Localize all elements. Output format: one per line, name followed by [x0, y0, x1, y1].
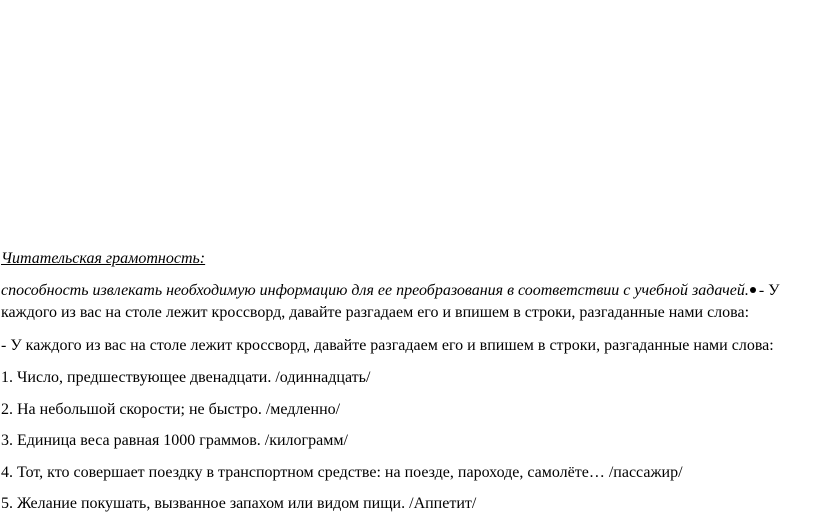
list-item: 3. Единица веса равная 1000 граммов. /килограмм/: [1, 432, 348, 449]
definition-continuation: каждого из вас на столе лежит кроссворд, давайте разгадаем его и впишем в строки, разгаданные нами слова:: [1, 304, 750, 321]
list-item: 4. Тот, кто совершает поездку в транспортном средстве: на поезде, пароходе, самолёте… /пассажир/: [1, 464, 683, 481]
section-heading: Читательская грамотность:: [1, 250, 206, 267]
task-intro: - У каждого из вас на столе лежит кроссворд, давайте разгадаем его и впишем в строки, разгаданные нами слова:: [1, 337, 774, 354]
bullet-icon: [750, 287, 756, 293]
list-item: 2. На небольшой скорости; не быстро. /медленно/: [1, 401, 341, 418]
definition-tail: - У: [758, 282, 780, 299]
list-item: 1. Число, предшествующее двенадцати. /одиннадцать/: [1, 369, 371, 386]
list-item: 5. Желание покушать, вызванное запахом или видом пищи. /Аппетит/: [1, 495, 477, 512]
definition-text: способность извлекать необходимую информацию для ее преобразования в соответствии с учебной задачей.: [1, 282, 749, 299]
definition-line: [1, 281, 780, 301]
